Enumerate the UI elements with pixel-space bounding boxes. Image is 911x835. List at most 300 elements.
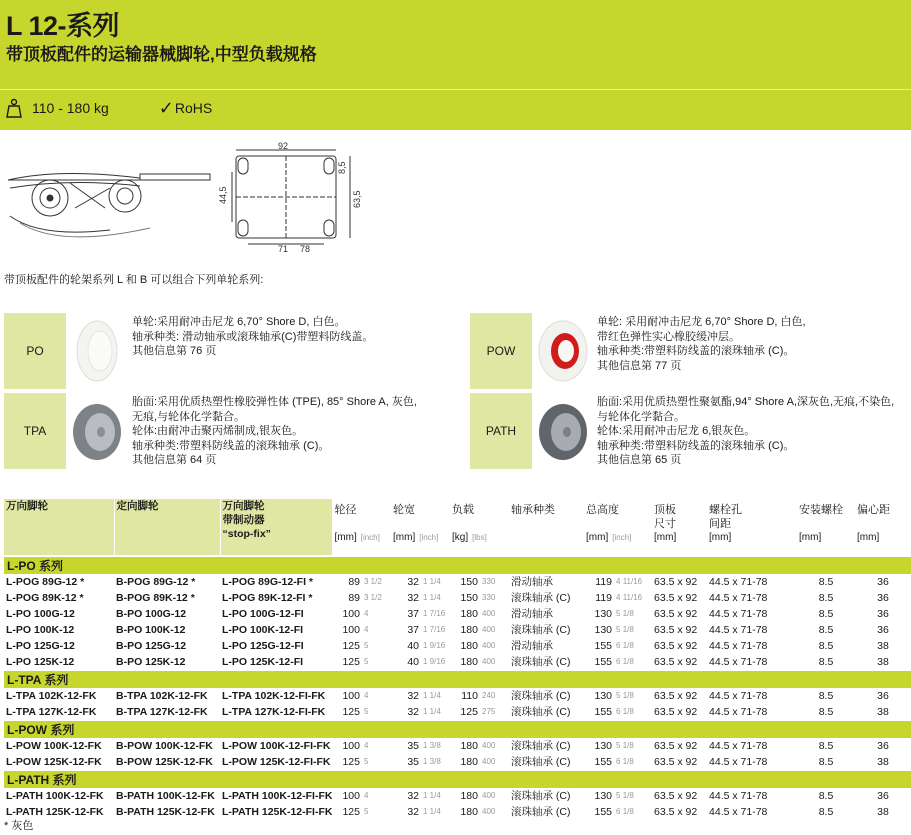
col-plate-line2: 尺寸: [654, 518, 677, 530]
table-cell: 36: [855, 622, 911, 638]
header-divider: [0, 89, 911, 90]
unit-kg: [kg]: [452, 532, 469, 543]
wheel-desc-path: [597, 395, 907, 468]
table-cell: 1 9/16: [421, 654, 450, 671]
unit-mm: [mm]: [654, 532, 677, 543]
table-row: [4, 622, 911, 638]
wheel-desc-line: 其他信息第 64 页: [132, 454, 217, 466]
table-cell: 44.5 x 71-78: [707, 704, 797, 721]
table-cell: 130: [584, 688, 614, 704]
table-cell: 4 11/16: [614, 574, 652, 590]
table-cell: B-TPA 102K-12-FK: [114, 688, 220, 704]
table-cell: 滚珠轴承 (C): [509, 590, 584, 606]
table-cell: 89: [332, 590, 362, 606]
table-cell: 5: [362, 804, 391, 820]
table-cell: 44.5 x 71-78: [707, 788, 797, 804]
table-cell: 119: [584, 574, 614, 590]
table-cell: 8.5: [797, 754, 855, 771]
grey-wheel-icon: [69, 396, 125, 466]
wheel-desc-line: 轴承种类:带塑料防线盖的滚珠轴承 (C)。: [132, 439, 330, 452]
technical-drawing: [0, 138, 380, 253]
unit-diameter: [335, 531, 390, 545]
table-cell: 180: [450, 638, 480, 654]
unit-inch: [inch]: [419, 533, 439, 542]
table-cell: 400: [480, 754, 509, 771]
wheel-desc-pow: [597, 315, 911, 373]
table-cell: L-PO 125K-12-FI: [220, 654, 332, 671]
table-cell: 330: [480, 590, 509, 606]
table-cell: L-POG 89K-12-FI *: [220, 590, 332, 606]
table-cell: L-PO 125G-12: [4, 638, 114, 654]
table-cell: L-POW 100K-12-FI-FK: [222, 739, 331, 752]
table-cell: 4: [362, 738, 391, 754]
table-cell: 180: [450, 654, 480, 671]
col-brake-line2: 带制动器: [222, 514, 265, 526]
table-group-label: L-PATH 系列: [4, 770, 911, 788]
table-cell: L-POW 125K-12-FK: [4, 754, 114, 771]
table-cell: L-PO 100G-12-FI: [220, 606, 332, 622]
load-info-row: [6, 95, 212, 121]
col-load: [450, 499, 509, 556]
white-wheel-icon: [72, 316, 122, 386]
unit-inch: [inch]: [360, 533, 380, 542]
unit-inch: [inch]: [612, 533, 632, 542]
table-cell: 8.5: [797, 590, 855, 606]
table-cell: L-TPA 102K-12-FK: [4, 688, 114, 704]
table-cell: 35: [391, 738, 421, 754]
wheel-card-po: [4, 313, 464, 389]
side-view-drawing: [8, 173, 210, 236]
table-cell: 4: [362, 788, 391, 804]
table-cell: 3 1/2: [362, 574, 391, 590]
table-cell: 滚珠轴承 (C): [509, 688, 584, 704]
table-cell: L-PATH 100K-12-FK: [4, 788, 114, 804]
table-cell: 8.5: [797, 704, 855, 721]
table-cell: 6 1/8: [614, 654, 652, 671]
table-cell: 38: [855, 654, 911, 671]
table-cell: 180: [450, 606, 480, 622]
table-cell: 44.5 x 71-78: [707, 622, 797, 638]
col-screw-label: 安装螺栓: [799, 504, 844, 516]
table-cell: 400: [480, 638, 509, 654]
table-cell: 5 1/8: [614, 738, 652, 754]
wheel-desc-line: 带红色弹性实心橡胶缓冲层。: [597, 330, 740, 343]
table-cell: 1 1/4: [421, 804, 450, 820]
table-cell: 180: [450, 804, 480, 820]
table-cell: 275: [480, 704, 509, 721]
wheel-card-tpa: [4, 393, 464, 469]
wheel-card-pow: [470, 313, 911, 389]
table-cell: 63.5 x 92: [652, 688, 707, 704]
table-cell: L-PO 125G-12-FI: [220, 638, 332, 654]
table-cell: 1 1/4: [421, 590, 450, 606]
table-group-label: L-POW 系列: [4, 720, 911, 738]
col-load-label: 负载: [452, 504, 474, 516]
table-cell: 63.5 x 92: [652, 804, 707, 820]
table-group-row: [4, 720, 911, 738]
wheel-code-path: PATH: [470, 393, 532, 469]
table-group-row: [4, 670, 911, 688]
table-cell: 63.5 x 92: [652, 654, 707, 671]
col-bolt-line1: 螺栓孔: [709, 504, 743, 516]
table-cell: 180: [450, 738, 480, 754]
table-cell: 63.5 x 92: [652, 704, 707, 721]
table-cell: 5: [362, 654, 391, 671]
table-cell: 400: [480, 606, 509, 622]
unit-mm: [mm]: [334, 532, 357, 543]
table-cell: 180: [450, 788, 480, 804]
wheel-image-po: [66, 313, 128, 389]
dark-grey-wheel-icon: [535, 396, 591, 466]
table-cell: 155: [584, 804, 614, 820]
table-cell: 180: [450, 754, 480, 771]
table-cell: L-PATH 125K-12-FI-FK: [222, 805, 332, 818]
table-cell: 8.5: [797, 622, 855, 638]
table-cell: B-PO 100K-12: [114, 622, 220, 638]
table-cell: 400: [480, 654, 509, 671]
table-cell: 44.5 x 71-78: [707, 574, 797, 590]
col-plate-line1: 顶板: [654, 504, 677, 516]
unit-width: [393, 531, 448, 545]
wheel-image-pow: [532, 313, 594, 389]
table-cell: 155: [584, 654, 614, 671]
table-cell: 40: [391, 654, 421, 671]
col-width: [391, 499, 450, 556]
wheel-desc-po: [132, 315, 462, 359]
table-cell: B-PO 100G-12: [114, 606, 220, 622]
table-row: [4, 638, 911, 654]
table-cell: 150: [450, 590, 480, 606]
wheel-desc-line: 单轮:采用耐冲击尼龙 6,70° Shore D, 白色。: [132, 316, 346, 328]
table-cell: 44.5 x 71-78: [707, 688, 797, 704]
wheel-image-tpa: [66, 393, 128, 469]
table-cell: B-PO 125G-12: [114, 638, 220, 654]
table-cell: 44.5 x 71-78: [707, 738, 797, 754]
table-cell: 4 11/16: [614, 590, 652, 606]
dim-label-63-5: 63,5: [352, 190, 362, 208]
table-cell: 滚珠轴承 (C): [509, 754, 584, 771]
dim-label-92: 92: [278, 141, 289, 151]
wheel-code-po: PO: [4, 313, 66, 389]
red-wheel-icon: [535, 316, 591, 386]
table-cell: L-POG 89G-12 *: [4, 574, 114, 590]
table-cell: B-POG 89G-12 *: [114, 574, 220, 590]
col-diameter: [332, 499, 391, 556]
col-brake: [220, 499, 332, 556]
dim-label-8-5: 8,5: [337, 161, 347, 174]
table-cell: 400: [480, 738, 509, 754]
table-group-label: L-PO 系列: [4, 556, 911, 574]
unit-mm: [mm]: [586, 532, 609, 543]
table-cell: 8.5: [797, 788, 855, 804]
table-cell: 6 1/8: [614, 638, 652, 654]
table-cell: 滚珠轴承 (C): [509, 622, 584, 638]
table-cell: 6 1/8: [614, 804, 652, 820]
table-cell: 6 1/8: [614, 754, 652, 771]
table-cell: 32: [391, 590, 421, 606]
table-cell: 125: [450, 704, 480, 721]
col-bearing-label: 轴承种类: [511, 504, 556, 516]
table-cell: 130: [584, 622, 614, 638]
weight-icon: [6, 98, 22, 118]
table-cell: 330: [480, 574, 509, 590]
table-cell: 8.5: [797, 574, 855, 590]
table-cell: B-PATH 125K-12-FK: [114, 804, 220, 820]
table-cell: 1 1/4: [421, 704, 450, 721]
table-cell: 400: [480, 788, 509, 804]
table-cell: 1 9/16: [421, 638, 450, 654]
table-cell: 4: [362, 622, 391, 638]
wheel-desc-line: 其他信息第 76 页: [132, 345, 217, 357]
table-cell: 63.5 x 92: [652, 738, 707, 754]
table-cell: 1 3/8: [421, 738, 450, 754]
table-cell: 滑动轴承: [509, 574, 584, 590]
table-cell: 1 1/4: [421, 574, 450, 590]
col-offset-label: 偏心距: [857, 504, 891, 516]
table-cell: 63.5 x 92: [652, 606, 707, 622]
table-row: [4, 754, 911, 771]
table-cell: 63.5 x 92: [652, 574, 707, 590]
table-cell: 130: [584, 606, 614, 622]
spec-table: [4, 499, 911, 820]
page-subtitle: 带顶板配件的运输器械脚轮,中型负载规格: [6, 45, 317, 64]
table-cell: L-PO 100G-12: [4, 606, 114, 622]
table-cell: 8.5: [797, 606, 855, 622]
table-cell: B-POG 89K-12 *: [114, 590, 220, 606]
table-cell: L-POG 89G-12-FI *: [220, 574, 332, 590]
table-cell: 44.5 x 71-78: [707, 804, 797, 820]
table-group-row: [4, 556, 911, 574]
table-cell: L-POG 89K-12 *: [4, 590, 114, 606]
col-brake-line3: “stop-fix”: [222, 528, 271, 540]
table-cell: 36: [855, 590, 911, 606]
table-cell: 5 1/8: [614, 622, 652, 638]
footnote: * 灰色: [4, 820, 34, 832]
table-header-row: [4, 499, 911, 556]
table-cell: 180: [450, 622, 480, 638]
wheel-desc-line: 轮体:由耐冲击聚丙烯制成,银灰色。: [132, 425, 304, 437]
table-cell: 63.5 x 92: [652, 622, 707, 638]
col-bolt-line2: 间距: [709, 518, 732, 530]
table-cell: 滚珠轴承 (C): [509, 738, 584, 754]
table-cell: 44.5 x 71-78: [707, 638, 797, 654]
table-cell: 1 7/16: [421, 622, 450, 638]
dim-label-71: 71: [278, 244, 289, 253]
wheel-desc-line: 胎面:采用优质热塑性橡胶弹性体 (TPE), 85° Shore A, 灰色,: [132, 396, 417, 408]
unit-mm: [mm]: [709, 532, 732, 543]
table-cell: 89: [332, 574, 362, 590]
table-cell: 36: [855, 738, 911, 754]
table-cell: 155: [584, 638, 614, 654]
table-row: [4, 788, 911, 804]
col-height: [584, 499, 652, 556]
col-bearing: [509, 499, 584, 556]
table-cell: 滑动轴承: [509, 638, 584, 654]
wheel-desc-line: 轴承种类: 滑动轴承或滚珠轴承(C)带塑料防线盖。: [132, 330, 374, 343]
table-cell: 44.5 x 71-78: [707, 606, 797, 622]
rohs-badge: [159, 98, 212, 119]
table-cell: 63.5 x 92: [652, 754, 707, 771]
wheel-desc-line: 轮体:采用耐冲击尼龙 6,银灰色。: [597, 425, 756, 437]
table-cell: 36: [855, 574, 911, 590]
table-cell: 100: [332, 688, 362, 704]
table-row: [4, 574, 911, 590]
unit-mm: [mm]: [393, 532, 416, 543]
table-cell: 3 1/2: [362, 590, 391, 606]
table-cell: 155: [584, 754, 614, 771]
table-cell: L-PATH 125K-12-FK: [4, 804, 114, 820]
table-cell: 32: [391, 574, 421, 590]
table-cell: B-PATH 100K-12-FK: [114, 788, 220, 804]
wheel-desc-line: 轴承种类:带塑料防线盖的滚珠轴承 (C)。: [597, 439, 795, 452]
table-cell: L-PATH 100K-12-FI-FK: [222, 789, 332, 802]
table-cell: 4: [362, 688, 391, 704]
table-cell: 32: [391, 804, 421, 820]
table-cell: 5: [362, 638, 391, 654]
table-cell: 44.5 x 71-78: [707, 590, 797, 606]
wheel-image-path: [532, 393, 594, 469]
table-cell: 63.5 x 92: [652, 638, 707, 654]
wheel-desc-line: 其他信息第 65 页: [597, 454, 682, 466]
table-cell: 5 1/8: [614, 688, 652, 704]
table-cell: 35: [391, 754, 421, 771]
table-cell: 4: [362, 606, 391, 622]
rohs-label: RoHS: [174, 100, 213, 116]
table-cell: L-POW 100K-12-FK: [4, 738, 114, 754]
table-cell: 滚珠轴承 (C): [509, 804, 584, 820]
table-cell: B-POW 125K-12-FK: [114, 754, 220, 771]
table-cell: 38: [855, 754, 911, 771]
table-cell: 5 1/8: [614, 788, 652, 804]
wheel-code-pow: POW: [470, 313, 532, 389]
unit-mm: [mm]: [799, 532, 822, 543]
table-cell: 119: [584, 590, 614, 606]
wheel-desc-line: 轴承种类:带塑料防线盖的滚珠轴承 (C)。: [597, 345, 795, 357]
table-cell: 滚珠轴承 (C): [509, 788, 584, 804]
table-cell: B-POW 100K-12-FK: [114, 738, 220, 754]
col-bolt: [707, 499, 797, 556]
table-cell: 63.5 x 92: [652, 590, 707, 606]
wheel-card-path: [470, 393, 911, 469]
table-cell: B-PO 125K-12: [114, 654, 220, 671]
table-cell: 32: [391, 788, 421, 804]
wheel-desc-line: 单轮: 采用耐冲击尼龙 6,70° Shore D, 白色,: [597, 316, 806, 328]
spec-table-body: [4, 556, 911, 820]
table-cell: 40: [391, 638, 421, 654]
col-offset: [855, 499, 911, 556]
table-cell: 38: [855, 638, 911, 654]
col-screw: [797, 499, 855, 556]
col-swivel: 万向脚轮: [4, 499, 114, 556]
table-cell: 滑动轴承: [509, 606, 584, 622]
table-cell: 130: [584, 738, 614, 754]
wheel-desc-line: 无痕,与轮体化学黏合。: [132, 410, 246, 423]
top-plate-drawing: [232, 150, 350, 244]
table-cell: L-PO 125K-12: [4, 654, 114, 671]
table-cell: L-PO 100K-12-FI: [220, 622, 332, 638]
table-cell: 125: [332, 654, 362, 671]
table-cell: 37: [391, 606, 421, 622]
table-cell: B-TPA 127K-12-FK: [114, 704, 220, 721]
table-cell: 36: [855, 606, 911, 622]
table-cell: 5: [362, 754, 391, 771]
table-cell: 8.5: [797, 638, 855, 654]
wheel-desc-line: 其他信息第 77 页: [597, 359, 682, 372]
table-cell: 38: [855, 804, 911, 820]
col-height-label: 总高度: [586, 504, 620, 516]
header-banner: [0, 0, 911, 130]
table-cell: 36: [855, 688, 911, 704]
col-width-label: 轮宽: [393, 504, 415, 516]
table-cell: L-POW 125K-12-FI-FK: [220, 754, 332, 771]
col-brake-line1: 万向脚轮: [222, 500, 265, 512]
table-cell: 滚珠轴承 (C): [509, 654, 584, 671]
table-cell: 110: [450, 688, 480, 704]
wheel-desc-line: 与轮体化学黏合。: [597, 410, 685, 423]
table-cell: 1 7/16: [421, 606, 450, 622]
unit-lbs: [lbs]: [472, 533, 487, 542]
table-cell: 150: [450, 574, 480, 590]
table-cell: 240: [480, 688, 509, 704]
table-cell: 125: [332, 638, 362, 654]
table-cell: 400: [480, 622, 509, 638]
table-cell: 36: [855, 788, 911, 804]
table-group-label: L-TPA 系列: [4, 670, 911, 688]
unit-mm: [mm]: [857, 532, 880, 543]
table-cell: 32: [391, 688, 421, 704]
table-cell: 1 1/4: [421, 788, 450, 804]
table-row: [4, 654, 911, 671]
load-range: 110 - 180 kg: [32, 100, 109, 116]
table-cell: L-TPA 127K-12-FI-FK: [220, 704, 332, 721]
col-plate: [652, 499, 707, 556]
col-diameter-label: 轮径: [334, 504, 357, 516]
col-fixed: 定向脚轮: [114, 499, 220, 556]
table-cell: 1 1/4: [421, 688, 450, 704]
table-cell: 8.5: [797, 654, 855, 671]
wheel-code-tpa: TPA: [4, 393, 66, 469]
table-cell: 125: [332, 804, 362, 820]
table-cell: 32: [391, 704, 421, 721]
table-cell: 5 1/8: [614, 606, 652, 622]
table-cell: L-PO 100K-12: [4, 622, 114, 638]
wheel-desc-tpa: [132, 395, 462, 468]
table-row: [4, 738, 911, 754]
table-cell: 130: [584, 788, 614, 804]
table-row: [4, 606, 911, 622]
table-cell: 100: [332, 738, 362, 754]
table-cell: 63.5 x 92: [652, 788, 707, 804]
table-cell: 滚珠轴承 (C): [509, 704, 584, 721]
table-cell: 100: [332, 622, 362, 638]
table-cell: 6 1/8: [614, 704, 652, 721]
table-cell: 400: [480, 804, 509, 820]
table-cell: 8.5: [797, 738, 855, 754]
table-cell: 8.5: [797, 804, 855, 820]
unit-load: [452, 531, 507, 545]
wheel-desc-line: 胎面:采用优质热塑性聚氨酯,94° Shore A,深灰色,无痕,不染色,: [597, 396, 895, 408]
table-cell: 44.5 x 71-78: [707, 654, 797, 671]
table-cell: 125: [332, 704, 362, 721]
series-intro-text: 带顶板配件的轮架系列 L 和 B 可以组合下列单轮系列:: [4, 274, 264, 286]
unit-height: [586, 531, 650, 545]
table-cell: 5: [362, 704, 391, 721]
dim-label-78: 78: [300, 244, 311, 253]
table-cell: 155: [584, 704, 614, 721]
table-group-row: [4, 770, 911, 788]
table-cell: 100: [332, 606, 362, 622]
table-cell: 100: [332, 788, 362, 804]
